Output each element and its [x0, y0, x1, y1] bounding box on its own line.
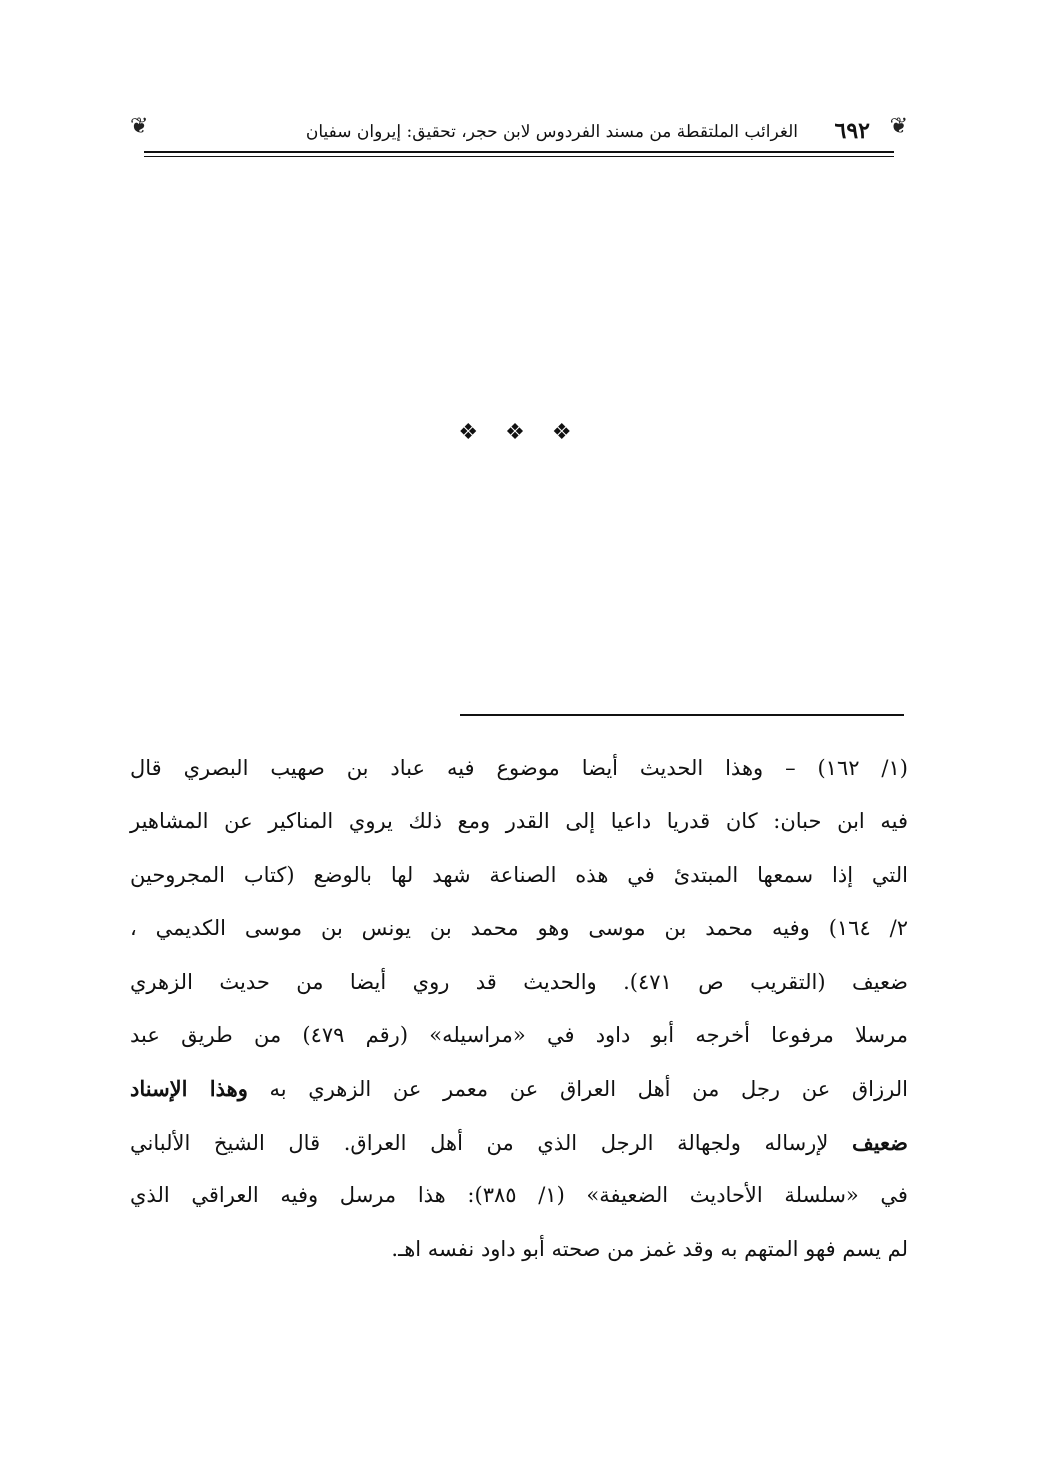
footnote-line-6: مرسلا مرفوعا أخرجه أبو داود في «مراسيله» (رقم ٤٧٩) من طريق عبد	[130, 1022, 908, 1047]
footnote-line-9: في «سلسلة الأحاديث الضعيفة» (١/ ٣٨٥): هذا مرسل وفيه العراقي الذي	[130, 1183, 908, 1208]
section-separator: ❖ ❖ ❖	[458, 420, 582, 445]
footnote-line-8	[130, 1116, 908, 1169]
bold-word: ضعيف	[851, 1129, 908, 1155]
footnote-line-7-text: الرزاق عن رجل من أهل العراق عن معمر عن الزهري به	[269, 1077, 908, 1102]
ornament-right-icon: ❦	[889, 114, 908, 139]
footnote-line-5: ضعيف (التقريب ص ٤٧١). والحديث قد روي أيضا من حديث الزهري	[130, 969, 908, 994]
header-rule	[144, 151, 894, 157]
bold-phrase: وهذا الإسناد	[130, 1076, 248, 1102]
footnote-line-7	[130, 1062, 908, 1115]
running-title: الغرائب الملتقطة من مسند الفردوس لابن حجر، تحقيق: إيروان سفيان	[305, 122, 798, 142]
page-number: ٦٩٢	[834, 118, 870, 144]
footnote-divider	[460, 714, 904, 716]
footnote-line-1: (١/ ١٦٢) – وهذا الحديث أيضا موضوع فيه عباد بن صهيب البصري قال	[130, 756, 908, 780]
running-header	[130, 108, 908, 158]
footnote-line-8-text: لإرساله ولجهالة الرجل الذي من أهل العراق. قال الشيخ الألباني	[130, 1130, 829, 1155]
footnote-line-10: لم يسم فهو المتهم به وقد غمز من صحته أبو داود نفسه اهـ.	[391, 1236, 908, 1261]
footnote-line-4: ٢/ ١٦٤) وفيه محمد بن موسى وهو محمد بن يونس بن موسى الكديمي ،	[130, 916, 908, 941]
footnote-line-3: التي إذا سمعها المبتدئ في هذه الصناعة شهد لها بالوضع (كتاب المجروحين	[130, 862, 908, 887]
footnote-line-2: فيه ابن حبان: كان قدريا داعيا إلى القدر ومع ذلك يروي المناكير عن المشاهير	[130, 809, 908, 834]
footnote-block	[130, 742, 908, 1276]
ornament-left-icon: ❦	[130, 114, 149, 139]
